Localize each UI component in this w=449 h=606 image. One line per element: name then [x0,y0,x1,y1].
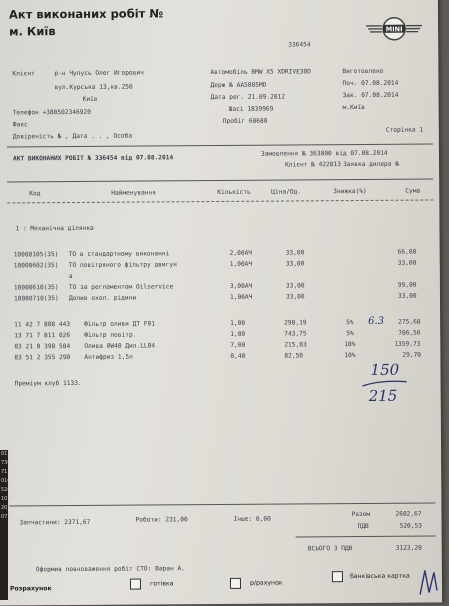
row-price: 215,83 [284,341,307,349]
edge-digit: 520 [1,487,11,493]
row-code: 10080710(35) [13,295,59,303]
client-number: Клієнт № 422013 [285,161,341,169]
subtotal-label: Разом [351,510,371,519]
client-trust: Довіреність № , Дата . . , Особа [12,132,133,141]
start-date: Поч. 07.08.2014 [342,79,399,88]
row-qty: 1,00АЧ [229,260,253,268]
edge-digit: 1010 [1,496,14,502]
row-price: 33,00 [285,249,305,257]
row-price: 33,00 [285,260,305,268]
row-price: 33,00 [285,293,305,301]
row-sum: 706,56 [398,329,421,337]
row-code: 10000105(35) [13,251,59,259]
made-label: Виготовлено [342,67,384,76]
section-title: 1 : Механічна ділянка [15,224,94,233]
client-city: Київ [82,95,98,103]
row-code: 13 71 7 811 026 [14,332,71,340]
row-sum: 29,70 [402,351,422,359]
row-qty: 0,40 [230,352,246,360]
row-discount: 5% [346,319,354,327]
row-qty: 3,00АЧ [229,282,253,290]
row-name: Олива 0W40 Дил.LL04 [84,342,156,350]
invoice-checkbox[interactable] [230,578,241,589]
row-name: ТО в стандартному виконанні [68,250,170,259]
card-label: банківська картка [349,572,410,581]
page-number: Сторінка 1 [385,126,424,134]
client-street: вул.Курська 13,кв.250 [54,83,133,92]
table-header-line [7,199,433,203]
client-label: Клієнт [12,70,35,78]
row-name: ТО за регламентом Oilservice [68,283,174,292]
made-city: м.Київ [342,103,366,112]
order-line: Замовлення № 363800 від 07.08.2014 [260,149,388,158]
separator-line [7,143,433,147]
cash-checkbox[interactable] [130,579,141,590]
end-date: Зак. 07.08.2014 [342,91,399,100]
row-discount: 5% [346,330,354,338]
signature-scribble [416,566,440,596]
edge-digit: 0171 [1,451,14,457]
row-sum: 99,00 [397,281,417,289]
row-qty: 7,00 [230,341,246,349]
row-name: Фільтр повітр. [84,331,137,339]
row-qty: 1,00 [230,330,246,338]
total-other: Інше: 0,00 [233,515,271,523]
total-parts: Запчастини: 2371,67 [19,518,91,527]
row-price: 290,19 [284,319,307,327]
dealer-request: Заявка дилера № [343,160,399,169]
act-line: АКТ ВИКОНАНИХ РОБІТ № 336454 від 07.08.2014 [12,154,174,163]
vat-label: ПДВ [357,522,369,531]
row-price: 33,00 [285,282,305,290]
edge-digit: 730 [1,460,11,466]
col-name: Найменування [111,189,156,197]
col-qty: Кількість [217,188,251,196]
row-code: 10000602(35) [13,262,59,270]
vehicle-vin: Шасі 1839969 [228,105,274,113]
mini-logo [364,17,424,43]
row-discount: 10% [344,341,356,349]
client-name: р-н Чупусь Олег Игорович [54,69,144,78]
vehicle-mileage: Пробіг 68680 [222,117,268,125]
vehicle-reg-date: Дата рег. 21.09.2012 [210,93,286,102]
handwritten-mark: 6.3 [368,315,385,327]
table-top-line [7,178,433,182]
row-qty: 1,00АЧ [229,293,253,301]
vehicle-plate: Держ № AA5005MO [210,81,267,90]
row-code: 11 42 7 808 443 [14,321,71,329]
edge-digit: 071 [1,514,11,520]
vat-value: 520,53 [399,522,422,530]
client-fax: Факс [12,121,28,129]
totals-sum-line [296,535,436,537]
row-name: Долив охол. рідини [68,294,137,303]
row-sum: 275,68 [398,318,421,326]
handwritten-fraction-top: 150 [370,360,400,379]
col-price: Ціна/Од. [271,188,302,196]
client-phone: Телефон +380502346920 [12,108,91,117]
club-note: Преміум клуб 1133. [14,379,82,388]
edge-digit: 71 [1,469,8,475]
row-code: 83 21 0 398 504 [14,343,71,351]
row-code: 10000610(35) [13,284,59,292]
totals-top-line [9,502,435,506]
total-works: Роботи: 231,00 [135,516,188,524]
col-sum: Сума [405,187,421,195]
document-title: Акт виконаних робіт № [8,6,164,22]
col-code: Код [29,190,41,198]
row-name: Фільтр оливи ДТ F01 [84,320,155,328]
row-qty: 1,00 [230,319,246,327]
doc-number: 336454 [288,41,311,49]
row-price: 82,50 [284,352,304,360]
document-city: м. Київ [9,24,56,39]
invoice-label: р/рахунок [249,579,283,587]
row-price: 743,75 [284,330,307,338]
row-sum: 66,00 [397,248,417,256]
grand-total-value: 3123,20 [395,544,422,552]
row-name: ТО повітряного фільтру двигун [68,261,177,270]
background-edge-paper [0,450,14,600]
row-sum: 33,00 [397,259,417,267]
row-name-cont: а [68,273,73,281]
row-qty: 2,00АЧ [229,249,253,257]
subtotal-value: 2602,67 [395,510,422,518]
grand-total-label: ВСЬОГО З ПДВ [307,545,353,553]
svg-text:MINI: MINI [385,25,403,34]
row-discount: 10% [344,352,356,360]
edge-digit: 201 [1,505,11,511]
handwritten-fraction-bottom: 215 [368,386,398,405]
cash-label: готівка [149,580,174,588]
row-code: 83 51 2 355 290 [14,354,71,362]
executor-line: Оформив повноваження робіт СТО: Варан А. [35,565,185,574]
row-name: Антифриз 1,5л [84,353,133,361]
payment-label: Розрахунок [9,585,52,593]
row-sum: 1359,73 [394,340,421,348]
vehicle-model: Автомобіль BMW X5 XDRIVE30D [210,68,312,77]
row-sum: 33,00 [397,292,417,300]
col-discount: Знижка(%) [333,187,367,196]
edge-digit: 010 [1,478,11,484]
card-checkbox[interactable] [332,571,343,582]
